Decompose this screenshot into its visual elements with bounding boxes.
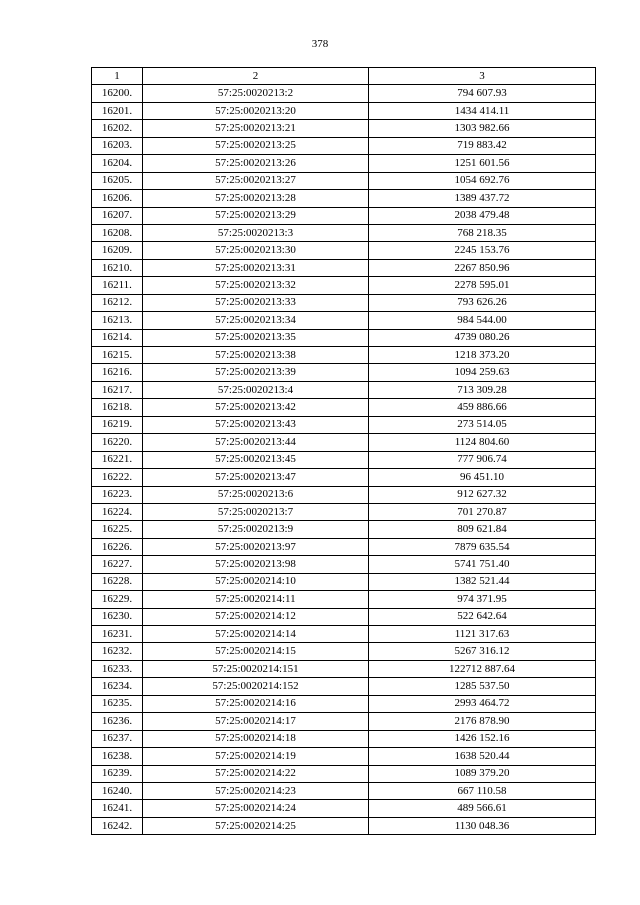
column-header-number: 1 xyxy=(92,68,143,85)
value-cell: 2993 464.72 xyxy=(369,695,596,712)
table-row xyxy=(92,713,596,730)
row-number-cell: 16211. xyxy=(92,277,143,294)
row-number-cell: 16213. xyxy=(92,312,143,329)
value-cell: 489 566.61 xyxy=(369,800,596,817)
table-row xyxy=(92,748,596,765)
cadastral-number-cell: 57:25:0020214:14 xyxy=(143,626,369,643)
row-number-cell: 16221. xyxy=(92,451,143,468)
row-number-cell: 16225. xyxy=(92,521,143,538)
cadastral-number-cell: 57:25:0020214:16 xyxy=(143,695,369,712)
row-number-cell: 16235. xyxy=(92,695,143,712)
cadastral-number-cell: 57:25:0020213:28 xyxy=(143,190,369,207)
cadastral-number-cell: 57:25:0020213:25 xyxy=(143,137,369,154)
cadastral-number-cell: 57:25:0020214:10 xyxy=(143,573,369,590)
row-number-cell: 16206. xyxy=(92,190,143,207)
table-row xyxy=(92,224,596,241)
value-cell: 1124 804.60 xyxy=(369,434,596,451)
row-number-cell: 16219. xyxy=(92,416,143,433)
table-row xyxy=(92,172,596,189)
value-cell: 522 642.64 xyxy=(369,608,596,625)
cadastral-number-cell: 57:25:0020214:15 xyxy=(143,643,369,660)
cadastral-number-cell: 57:25:0020213:31 xyxy=(143,259,369,276)
value-cell: 794 607.93 xyxy=(369,85,596,102)
cadastral-number-cell: 57:25:0020214:12 xyxy=(143,608,369,625)
row-number-cell: 16212. xyxy=(92,294,143,311)
row-number-cell: 16210. xyxy=(92,259,143,276)
table-row xyxy=(92,538,596,555)
cadastral-number-cell: 57:25:0020213:33 xyxy=(143,294,369,311)
cadastral-number-cell: 57:25:0020213:47 xyxy=(143,469,369,486)
row-number-cell: 16217. xyxy=(92,381,143,398)
table-row xyxy=(92,800,596,817)
value-cell: 4739 080.26 xyxy=(369,329,596,346)
cadastral-number-cell: 57:25:0020214:23 xyxy=(143,782,369,799)
value-cell: 1434 414.11 xyxy=(369,102,596,119)
cadastral-number-cell: 57:25:0020213:45 xyxy=(143,451,369,468)
value-cell: 1382 521.44 xyxy=(369,573,596,590)
value-cell: 122712 887.64 xyxy=(369,660,596,677)
value-cell: 2176 878.90 xyxy=(369,713,596,730)
row-number-cell: 16204. xyxy=(92,155,143,172)
table-row xyxy=(92,486,596,503)
row-number-cell: 16242. xyxy=(92,817,143,834)
row-number-cell: 16236. xyxy=(92,713,143,730)
value-cell: 1130 048.36 xyxy=(369,817,596,834)
row-number-cell: 16230. xyxy=(92,608,143,625)
cadastral-number-cell: 57:25:0020214:24 xyxy=(143,800,369,817)
cadastral-number-cell: 57:25:0020213:42 xyxy=(143,399,369,416)
row-number-cell: 16216. xyxy=(92,364,143,381)
table-row xyxy=(92,765,596,782)
row-number-cell: 16226. xyxy=(92,538,143,555)
row-number-cell: 16237. xyxy=(92,730,143,747)
value-cell: 809 621.84 xyxy=(369,521,596,538)
cadastral-number-cell: 57:25:0020214:18 xyxy=(143,730,369,747)
table-row xyxy=(92,521,596,538)
table-row xyxy=(92,451,596,468)
table-row xyxy=(92,591,596,608)
value-cell: 984 544.00 xyxy=(369,312,596,329)
row-number-cell: 16223. xyxy=(92,486,143,503)
table-row xyxy=(92,329,596,346)
table-row xyxy=(92,364,596,381)
table-row xyxy=(92,207,596,224)
cadastral-number-cell: 57:25:0020213:98 xyxy=(143,556,369,573)
table-row xyxy=(92,120,596,137)
cadastral-number-cell: 57:25:0020213:97 xyxy=(143,538,369,555)
cadastral-number-cell: 57:25:0020213:26 xyxy=(143,155,369,172)
row-number-cell: 16207. xyxy=(92,207,143,224)
cadastral-number-cell: 57:25:0020214:151 xyxy=(143,660,369,677)
value-cell: 1094 259.63 xyxy=(369,364,596,381)
row-number-cell: 16215. xyxy=(92,347,143,364)
table-row xyxy=(92,556,596,573)
table-row xyxy=(92,399,596,416)
cadastral-number-cell: 57:25:0020214:19 xyxy=(143,748,369,765)
table-row xyxy=(92,503,596,520)
cadastral-number-cell: 57:25:0020213:38 xyxy=(143,347,369,364)
cadastral-number-cell: 57:25:0020213:7 xyxy=(143,503,369,520)
table-row xyxy=(92,608,596,625)
table-row xyxy=(92,381,596,398)
cadastral-number-cell: 57:25:0020213:4 xyxy=(143,381,369,398)
cadastral-number-cell: 57:25:0020214:22 xyxy=(143,765,369,782)
cadastral-number-cell: 57:25:0020213:9 xyxy=(143,521,369,538)
cadastral-number-cell: 57:25:0020213:3 xyxy=(143,224,369,241)
table-row xyxy=(92,469,596,486)
row-number-cell: 16232. xyxy=(92,643,143,660)
table-row xyxy=(92,434,596,451)
value-cell: 777 906.74 xyxy=(369,451,596,468)
table-row xyxy=(92,643,596,660)
value-cell: 2245 153.76 xyxy=(369,242,596,259)
table-row xyxy=(92,678,596,695)
value-cell: 1303 982.66 xyxy=(369,120,596,137)
row-number-cell: 16239. xyxy=(92,765,143,782)
table-row xyxy=(92,347,596,364)
table-row xyxy=(92,416,596,433)
value-cell: 793 626.26 xyxy=(369,294,596,311)
table-row xyxy=(92,259,596,276)
row-number-cell: 16238. xyxy=(92,748,143,765)
value-cell: 5267 316.12 xyxy=(369,643,596,660)
value-cell: 1389 437.72 xyxy=(369,190,596,207)
cadastral-number-cell: 57:25:0020214:25 xyxy=(143,817,369,834)
row-number-cell: 16229. xyxy=(92,591,143,608)
value-cell: 2267 850.96 xyxy=(369,259,596,276)
table-row xyxy=(92,137,596,154)
value-cell: 713 309.28 xyxy=(369,381,596,398)
row-number-cell: 16201. xyxy=(92,102,143,119)
value-cell: 912 627.32 xyxy=(369,486,596,503)
cadastral-number-cell: 57:25:0020213:44 xyxy=(143,434,369,451)
cadastral-number-cell: 57:25:0020213:6 xyxy=(143,486,369,503)
row-number-cell: 16231. xyxy=(92,626,143,643)
value-cell: 1285 537.50 xyxy=(369,678,596,695)
cadastral-number-cell: 57:25:0020213:34 xyxy=(143,312,369,329)
value-cell: 974 371.95 xyxy=(369,591,596,608)
table-row xyxy=(92,155,596,172)
cadastral-number-cell: 57:25:0020214:17 xyxy=(143,713,369,730)
cadastral-number-cell: 57:25:0020213:2 xyxy=(143,85,369,102)
table-body xyxy=(92,85,596,835)
table-row xyxy=(92,730,596,747)
table-row xyxy=(92,190,596,207)
cadastral-number-cell: 57:25:0020213:30 xyxy=(143,242,369,259)
cadastral-number-cell: 57:25:0020214:11 xyxy=(143,591,369,608)
row-number-cell: 16218. xyxy=(92,399,143,416)
cadastral-number-cell: 57:25:0020213:29 xyxy=(143,207,369,224)
value-cell: 2278 595.01 xyxy=(369,277,596,294)
row-number-cell: 16233. xyxy=(92,660,143,677)
row-number-cell: 16227. xyxy=(92,556,143,573)
row-number-cell: 16228. xyxy=(92,573,143,590)
row-number-cell: 16205. xyxy=(92,172,143,189)
row-number-cell: 16220. xyxy=(92,434,143,451)
registry-table xyxy=(91,67,596,835)
row-number-cell: 16240. xyxy=(92,782,143,799)
cadastral-number-cell: 57:25:0020213:32 xyxy=(143,277,369,294)
table-row xyxy=(92,626,596,643)
value-cell: 5741 751.40 xyxy=(369,556,596,573)
table-row xyxy=(92,85,596,102)
row-number-cell: 16208. xyxy=(92,224,143,241)
cadastral-number-cell: 57:25:0020213:27 xyxy=(143,172,369,189)
row-number-cell: 16209. xyxy=(92,242,143,259)
page-number: 378 xyxy=(311,38,329,50)
column-header-cadastral-number: 2 xyxy=(143,68,369,85)
row-number-cell: 16202. xyxy=(92,120,143,137)
table-row xyxy=(92,660,596,677)
table-row xyxy=(92,817,596,834)
row-number-cell: 16234. xyxy=(92,678,143,695)
cadastral-number-cell: 57:25:0020213:35 xyxy=(143,329,369,346)
cadastral-number-cell: 57:25:0020213:39 xyxy=(143,364,369,381)
value-cell: 768 218.35 xyxy=(369,224,596,241)
value-cell: 701 270.87 xyxy=(369,503,596,520)
row-number-cell: 16203. xyxy=(92,137,143,154)
column-header-value: 3 xyxy=(369,68,596,85)
row-number-cell: 16224. xyxy=(92,503,143,520)
value-cell: 96 451.10 xyxy=(369,469,596,486)
value-cell: 1089 379.20 xyxy=(369,765,596,782)
table-row xyxy=(92,242,596,259)
value-cell: 1251 601.56 xyxy=(369,155,596,172)
row-number-cell: 16214. xyxy=(92,329,143,346)
value-cell: 2038 479.48 xyxy=(369,207,596,224)
table-header-row xyxy=(92,68,596,85)
row-number-cell: 16200. xyxy=(92,85,143,102)
cadastral-number-cell: 57:25:0020213:21 xyxy=(143,120,369,137)
value-cell: 273 514.05 xyxy=(369,416,596,433)
table-row xyxy=(92,695,596,712)
table-row xyxy=(92,782,596,799)
row-number-cell: 16222. xyxy=(92,469,143,486)
table-row xyxy=(92,294,596,311)
table-row xyxy=(92,277,596,294)
value-cell: 1054 692.76 xyxy=(369,172,596,189)
value-cell: 719 883.42 xyxy=(369,137,596,154)
value-cell: 459 886.66 xyxy=(369,399,596,416)
value-cell: 7879 635.54 xyxy=(369,538,596,555)
table-row xyxy=(92,573,596,590)
value-cell: 1218 373.20 xyxy=(369,347,596,364)
table-row xyxy=(92,312,596,329)
value-cell: 1426 152.16 xyxy=(369,730,596,747)
table-row xyxy=(92,102,596,119)
cadastral-number-cell: 57:25:0020214:152 xyxy=(143,678,369,695)
value-cell: 1638 520.44 xyxy=(369,748,596,765)
cadastral-number-cell: 57:25:0020213:20 xyxy=(143,102,369,119)
value-cell: 1121 317.63 xyxy=(369,626,596,643)
value-cell: 667 110.58 xyxy=(369,782,596,799)
row-number-cell: 16241. xyxy=(92,800,143,817)
cadastral-number-cell: 57:25:0020213:43 xyxy=(143,416,369,433)
